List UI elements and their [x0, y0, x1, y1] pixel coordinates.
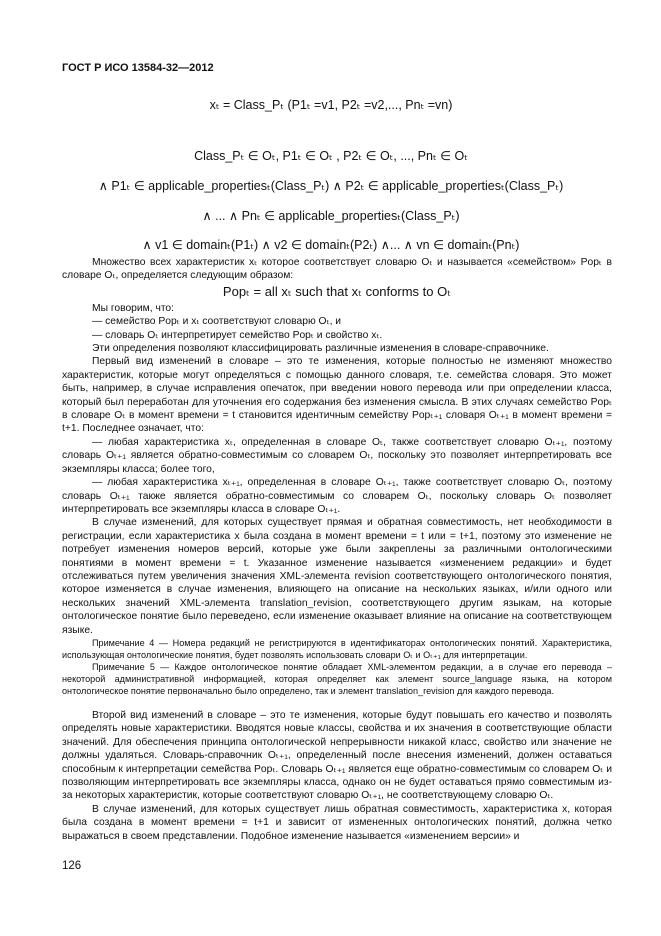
formula-characteristic: xₜ = Class_Pₜ (P1ₜ =v1, P2ₜ =v2,..., Pnₜ =vn): [209, 98, 453, 112]
list-item: — любая характеристика xₜ₊₁, определенная в словаре Oₜ₊₁, также соответствует словарю Oₜ, поэтому словарь Oₜ₊₁ также является обратно-совместимым со словарем Oₜ, поскольку словарь Oₜ позволяет интерпретировать все экземпляры класса в словаре Oₜ₊₁.: [62, 477, 612, 515]
body-text: [62, 256, 612, 843]
list-item: — семейство Popₜ и xₜ соответствуют словарю Oₜ, и: [92, 316, 342, 328]
standard-header: ГОСТ Р ИСО 13584-32—2012: [62, 62, 214, 74]
paragraph: Второй вид изменений в словаре – это те изменения, которые будут повышать его качество и позволять определять новые характеристики. Вводятся новые классы, свойства и их значения в соответствующие области значений. Для обеспечения принципа онтологической непрерывности никакой класс, свойство или значение не должны удаляться. Словарь-справочник Oₜ₊₁, определенный после внесения изменений, должен оставаться способным к интерпретации семейства Popₜ. Словарь Oₜ₊₁ является еще обратно-совместимым со словарем Oₜ и позволяющим интерпретировать все экземпляры класса, однако он не будет оставаться прямо совместимым из-за некоторых характеристик, которые соответствуют словарю Oₜ₊₁, не соответствующему словарю Oₜ.: [62, 709, 612, 802]
formula-population: Popₜ = all xₜ such that xₜ conforms to Oₜ: [222, 283, 452, 299]
note-5: Примечание 5 — Каждое онтологическое понятие обладает XML-элементом редакции, а в случае его перевода – некоторой административной информацией, которая определяет как элемент source_language языка, на котором онтологическое понятие первоначально было определено, так и элемент translation_revision для каждого перевода.: [62, 661, 612, 696]
paragraph: Эти определения позволяют классифицировать различные изменения в словаре-справочнике.: [92, 343, 549, 355]
formula-domains: ∧ v1 ∈ domainₜ(P1ₜ) ∧ v2 ∈ domainₜ(P2ₜ) ∧... ∧ vn ∈ domainₜ(Pnₜ): [142, 238, 520, 252]
page-number: 126: [62, 860, 82, 872]
paragraph: В случае изменений, для которых существует лишь обратная совместимость, характеристика x, которая была создана в момент времени = t+1 и зависит от измененных онтологических понятий, должна четко выражаться в своем представлении. Подобное изменение называется «изменением версии» и: [62, 803, 612, 842]
paragraph: Мы говорим, что:: [92, 302, 175, 314]
list-item: — словарь Oₜ интерпретирует семейство Popₜ и свойство xₜ.: [92, 329, 383, 341]
note-4: Примечание 4 — Номера редакций не регистрируются в идентификаторах онтологических понятий. Характеристика, использующая онтологические понятия, будет позволять использовать словари Oₜ и Oₜ₊₁ для интерпретации.: [62, 637, 612, 660]
paragraph: В случае изменений, для которых существует прямая и обратная совместимость, нет необходимости в регистрации, если характеристика x была создана в момент времени = t или = t+1, поэтому это изменение не потребует изменения номеров версий, которые уже были закреплены за различными онтологическими понятиями в момент времени = t. Указанное изменение называется «изменением редакции» и будет отслеживаться путем увеличения значения XML-элемента revision соответствующего онтологического понятия, которое изменяется в случае изменения, влияющего на описание на нескольких языках, и/или одного или нескольких значений XML-элемента translation_revision, соответствующего другим языкам, на которые онтологическое понятие было переведено, если изменение оказывает влияние на описание на соответствующем языке.: [62, 517, 612, 636]
paragraph: Множество всех характеристик xₜ которое соответствует словарю Oₜ и называется «семейством» Popₜ в словаре Oₜ, определяется следующим образом:: [62, 257, 612, 282]
formula-applicable-properties-2: ∧ ... ∧ Pnₜ ∈ applicable_propertiesₜ(Class_Pₜ): [202, 209, 460, 223]
formula-applicable-properties-1: ∧ P1ₜ ∈ applicable_propertiesₜ(Class_Pₜ) ∧ P2ₜ ∈ applicable_propertiesₜ(Class_Pₜ): [98, 179, 564, 193]
paragraph: Первый вид изменений в словаре – это те изменения, которые полностью не изменяют множество характеристик, которые могут определяться с помощью данного словаря, т.е. семейства словаря. Это может быть, например, в случае исправления опечаток, при введении нового перевода или при определении класса, который был переработан для уточнения его содержания без изменения смысла. В этих случаях семейство Popₜ в словаре Oₜ в момент времени = t становится идентичным семейству Popₜ₊₁ словаря Oₜ₊₁ в момент времени = t+1. Последнее означает, что:: [62, 356, 612, 435]
list-item: — любая характеристика xₜ, определенная в словаре Oₜ, также соответствует словарю Oₜ₊₁, поэтому словарь Oₜ₊₁ является обратно-совместимым со словарем Oₜ, поскольку это позволяет интерпретировать все экземпляры класса; более того,: [62, 436, 612, 475]
formula-membership: Class_Pₜ ∈ Oₜ, P1ₜ ∈ Oₜ , P2ₜ ∈ Oₜ, ..., Pnₜ ∈ Oₜ: [194, 149, 468, 163]
